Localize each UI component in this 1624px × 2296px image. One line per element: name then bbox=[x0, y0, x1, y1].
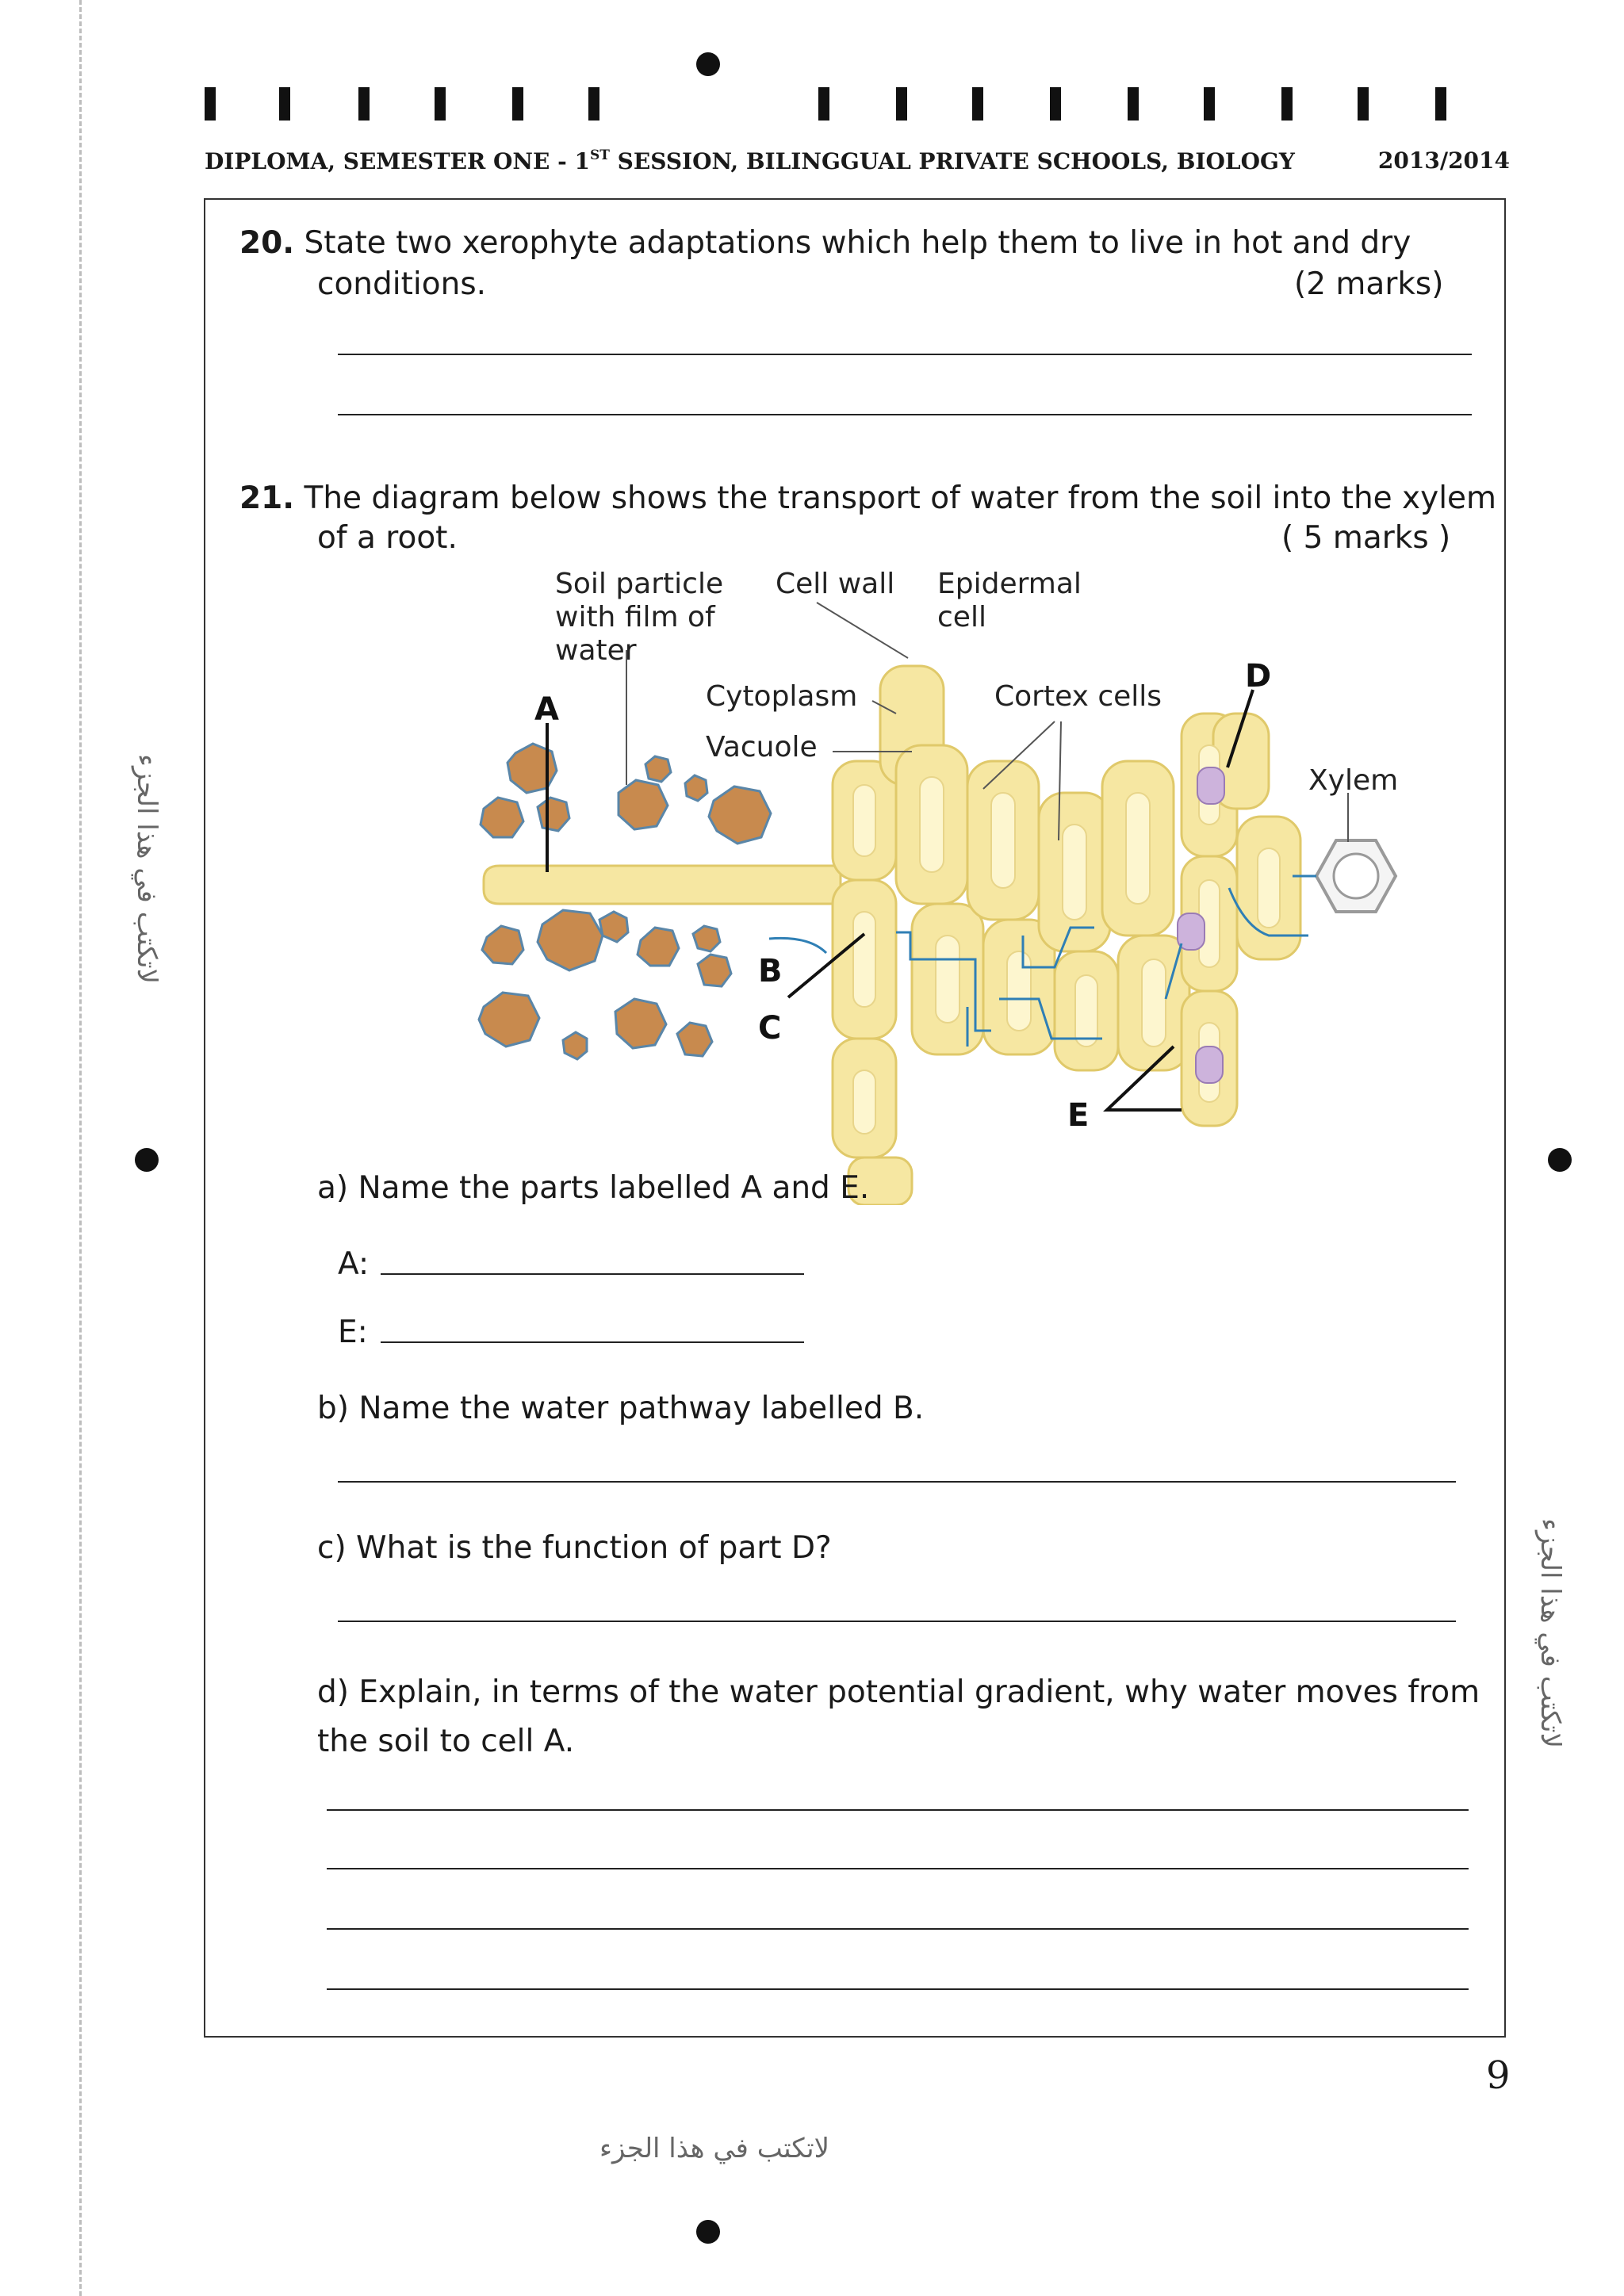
vacuole bbox=[920, 777, 944, 872]
vacuole bbox=[991, 793, 1015, 888]
registration-dot bbox=[135, 1148, 159, 1172]
do-not-write-note-left: لاتكتب في هذا الجزء bbox=[131, 753, 163, 985]
water-arrow bbox=[769, 938, 826, 953]
registration-mark bbox=[1435, 87, 1446, 121]
label-soil-particle: Soil particle bbox=[555, 568, 724, 600]
registration-mark bbox=[279, 87, 290, 121]
label-B: B bbox=[758, 953, 783, 989]
registration-mark bbox=[358, 87, 370, 121]
vacuole bbox=[853, 912, 875, 1007]
label-soil-particle-3: water bbox=[555, 634, 637, 667]
vacuole bbox=[1007, 951, 1031, 1031]
soil-particle bbox=[645, 756, 671, 782]
answer-line[interactable] bbox=[338, 1481, 1456, 1483]
vacuole bbox=[853, 1070, 875, 1134]
page-header bbox=[205, 147, 1510, 174]
soil-particle bbox=[481, 798, 523, 837]
registration-mark bbox=[896, 87, 907, 121]
soil-particle bbox=[563, 1032, 587, 1059]
registration-mark bbox=[435, 87, 446, 121]
q21-line2: of a root. bbox=[317, 520, 458, 556]
soil-particle bbox=[538, 798, 569, 831]
vacuole bbox=[1075, 975, 1097, 1047]
soil-particle bbox=[638, 928, 679, 966]
q20-marks: (2 marks) bbox=[1294, 266, 1444, 302]
casparian-strip bbox=[1196, 1047, 1223, 1083]
registration-dot bbox=[696, 52, 720, 76]
tear-line bbox=[79, 0, 82, 2296]
q21-d-line2: the soil to cell A. bbox=[317, 1724, 575, 1759]
root-hair bbox=[484, 866, 841, 904]
vacuole bbox=[1142, 959, 1166, 1047]
vacuole bbox=[1063, 825, 1086, 920]
label-cytoplasm: Cytoplasm bbox=[706, 680, 858, 713]
registration-mark bbox=[1358, 87, 1369, 121]
exam-title: DIPLOMA, SEMESTER ONE - 1ST SESSION, BILINGGUAL PRIVATE SCHOOLS, BIOLOGY bbox=[205, 147, 1295, 174]
q21-a-label-A: A: bbox=[338, 1246, 370, 1282]
soil-particle bbox=[482, 926, 523, 964]
soil-particle bbox=[685, 775, 707, 801]
root-water-transport-diagram bbox=[468, 555, 1419, 1205]
q21-a: a) Name the parts labelled A and E. bbox=[317, 1170, 870, 1206]
exam-year: 2013/2014 bbox=[1377, 147, 1510, 174]
registration-mark bbox=[512, 87, 523, 121]
label-D: D bbox=[1245, 658, 1272, 695]
leader-line bbox=[817, 603, 908, 658]
q20-line2: conditions. bbox=[317, 266, 487, 302]
answer-line[interactable] bbox=[327, 1928, 1469, 1930]
q21-d-line1: d) Explain, in terms of the water potential gradient, why water moves from bbox=[317, 1674, 1480, 1710]
soil-particle bbox=[677, 1023, 712, 1056]
label-vacuole: Vacuole bbox=[706, 731, 818, 763]
registration-mark bbox=[1281, 87, 1293, 121]
registration-mark bbox=[1128, 87, 1139, 121]
label-soil-particle-2: with film of bbox=[555, 601, 715, 633]
soil-particle bbox=[599, 912, 628, 942]
soil-particle bbox=[479, 993, 539, 1047]
q21-b: b) Name the water pathway labelled B. bbox=[317, 1391, 925, 1426]
label-C: C bbox=[758, 1010, 782, 1047]
label-cortex: Cortex cells bbox=[994, 680, 1162, 713]
answer-line[interactable] bbox=[338, 354, 1472, 355]
registration-dot bbox=[1548, 1148, 1572, 1172]
label-cell-wall: Cell wall bbox=[776, 568, 895, 600]
registration-mark bbox=[1204, 87, 1215, 121]
answer-line[interactable] bbox=[338, 414, 1472, 415]
page-number: 9 bbox=[1486, 2053, 1511, 2098]
registration-mark bbox=[205, 87, 216, 121]
soil-particle bbox=[693, 926, 720, 951]
answer-line-E[interactable] bbox=[381, 1341, 804, 1343]
registration-mark bbox=[1050, 87, 1061, 121]
registration-mark bbox=[972, 87, 983, 121]
registration-dot bbox=[696, 2220, 720, 2244]
soil-particle bbox=[508, 744, 557, 793]
answer-line[interactable] bbox=[327, 1868, 1469, 1869]
label-E: E bbox=[1067, 1097, 1090, 1134]
q21-line1: 21. The diagram below shows the transport of water from the soil into the xylem bbox=[239, 480, 1497, 516]
q20-line1: 20. State two xerophyte adaptations which help them to live in hot and dry bbox=[239, 225, 1411, 261]
soil-particle bbox=[709, 786, 771, 844]
do-not-write-note-bottom: لاتكتب في هذا الجزء bbox=[599, 2133, 830, 2164]
registration-mark bbox=[588, 87, 599, 121]
label-epidermal-2: cell bbox=[937, 601, 986, 633]
label-xylem: Xylem bbox=[1308, 764, 1399, 797]
soil-particle bbox=[615, 999, 666, 1048]
label-A: A bbox=[534, 691, 559, 728]
soil-particle bbox=[619, 780, 668, 829]
vacuole bbox=[1126, 793, 1150, 904]
soil-particle bbox=[538, 910, 603, 970]
q21-a-label-E: E: bbox=[338, 1314, 368, 1350]
registration-mark bbox=[818, 87, 829, 121]
vacuole bbox=[1258, 848, 1280, 928]
answer-line-A[interactable] bbox=[381, 1273, 804, 1275]
vacuole bbox=[853, 785, 875, 856]
label-epidermal: Epidermal bbox=[937, 568, 1082, 600]
casparian-strip bbox=[1197, 767, 1224, 804]
answer-line[interactable] bbox=[327, 1988, 1469, 1990]
q21-marks: ( 5 marks ) bbox=[1281, 520, 1451, 556]
answer-line[interactable] bbox=[327, 1809, 1469, 1811]
vacuole bbox=[936, 936, 959, 1023]
soil-particle bbox=[698, 955, 731, 986]
answer-line[interactable] bbox=[338, 1621, 1456, 1622]
q21-c: c) What is the function of part D? bbox=[317, 1530, 832, 1566]
do-not-write-note-right: لاتكتب في هذا الجزء bbox=[1534, 1517, 1567, 1749]
xylem-lumen bbox=[1334, 854, 1378, 898]
